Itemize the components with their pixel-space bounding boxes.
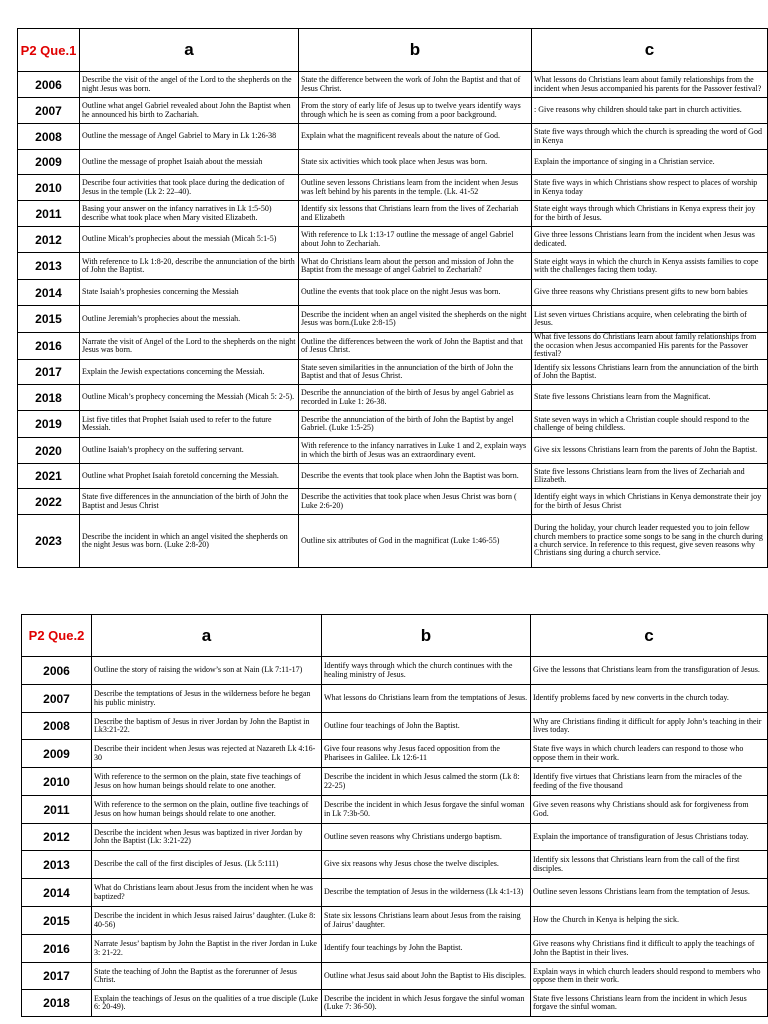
question-cell-a: Outline the message of Angel Gabriel to Mary in Lk 1:26-38 — [80, 124, 299, 150]
question-cell-c: State five ways in which church leaders can respond to those who oppose them in their work. — [531, 740, 768, 768]
year-cell: 2006 — [18, 72, 80, 98]
question-cell-b: Explain what the magnificent reveals about the nature of God. — [299, 124, 532, 150]
question-cell-b: Describe the incident when an angel visited the shepherds on the night Jesus was born.(Luke 2:8-15) — [299, 306, 532, 333]
question-cell-a: Describe the baptism of Jesus in river Jordan by John the Baptist in Lk3:21-22. — [92, 713, 322, 740]
question-cell-b: Identify four teachings by John the Baptist. — [322, 935, 531, 963]
question-2-table — [21, 614, 768, 1017]
question-cell-c: List seven virtues Christians acquire, when celebrating the birth of Jesus. — [532, 306, 768, 333]
question-cell-a: Describe the incident when Jesus was baptized in river Jordan by John the Baptist (Lk: 3:21-22) — [92, 824, 322, 851]
question-cell-a: Describe the incident in which an angel visited the shepherds on the night Jesus was born. (Luke 2:8-20) — [80, 515, 299, 568]
question-cell-b: Outline the events that took place on the night Jesus was born. — [299, 280, 532, 306]
question-cell-a: List five titles that Prophet Isaiah used to refer to the future Messiah. — [80, 411, 299, 438]
question-cell-c: Identify six lessons that Christians learn from the call of the first disciples. — [531, 851, 768, 879]
year-cell: 2007 — [22, 685, 92, 713]
question-cell-c: Identify problems faced by new converts in the church today. — [531, 685, 768, 713]
table-row — [22, 851, 768, 879]
table-row — [18, 201, 768, 227]
question-cell-a: Outline what Prophet Isaiah foretold concerning the Messiah. — [80, 464, 299, 489]
question-cell-a: With reference to the sermon on the plain, state five teachings of Jesus on how human beings should relate to one another. — [92, 768, 322, 796]
question-cell-b: State the difference between the work of John the Baptist and that of Jesus Christ. — [299, 72, 532, 98]
question-cell-c: Give three lessons Christians learn from the incident when Jesus was dedicated. — [532, 227, 768, 253]
question-cell-a: Explain the teachings of Jesus on the qualities of a true disciple (Luke 6: 20-49). — [92, 990, 322, 1017]
table-row — [22, 990, 768, 1017]
table-row — [18, 72, 768, 98]
question-cell-c: During the holiday, your church leader requested you to join fellow church members to practice some songs to be sang in the church during a church service. In reference to this request, give seven reasons why Christians sing during a church service. — [532, 515, 768, 568]
question-cell-b: State seven similarities in the annunciation of the birth of John the Baptist and that of Jesus Christ. — [299, 360, 532, 385]
year-cell: 2011 — [22, 796, 92, 824]
year-cell: 2015 — [22, 907, 92, 935]
table-row — [18, 227, 768, 253]
question-cell-c: Give three reasons why Christians present gifts to new born babies — [532, 280, 768, 306]
question-cell-c: Explain ways in which church leaders should respond to members who oppose them in their work. — [531, 963, 768, 990]
question-cell-a: Narrate the visit of Angel of the Lord to the shepherds on the night Jesus was born. — [80, 333, 299, 360]
question-cell-b: Describe the incident in which Jesus calmed the storm (Lk 8: 22-25) — [322, 768, 531, 796]
question-cell-b: State six activities which took place when Jesus was born. — [299, 150, 532, 175]
table-row — [18, 98, 768, 124]
year-cell: 2009 — [18, 150, 80, 175]
question-cell-b: Outline six attributes of God in the magnificat (Luke 1:46-55) — [299, 515, 532, 568]
year-cell: 2014 — [18, 280, 80, 306]
question-cell-b: Identify six lessons that Christians learn from the lives of Zechariah and Elizabeth — [299, 201, 532, 227]
question-cell-a: Basing your answer on the infancy narratives in Lk 1:5-50) describe what took place when Mary visited Elizabeth. — [80, 201, 299, 227]
question-cell-c: How the Church in Kenya is helping the sick. — [531, 907, 768, 935]
question-cell-a: Describe the call of the first disciples of Jesus. (Lk 5:111) — [92, 851, 322, 879]
question-cell-c: State five ways through which the church is spreading the word of God in Kenya — [532, 124, 768, 150]
column-header-a: a — [92, 615, 322, 657]
table-row — [22, 768, 768, 796]
question-cell-b: Outline seven reasons why Christians undergo baptism. — [322, 824, 531, 851]
question-cell-c: Give reasons why Christians find it difficult to apply the teachings of John the Baptist in their lives. — [531, 935, 768, 963]
year-cell: 2018 — [18, 385, 80, 411]
question-cell-b: Outline four teachings of John the Baptist. — [322, 713, 531, 740]
table-row — [22, 824, 768, 851]
question-cell-c: Give seven reasons why Christians should ask for forgiveness from God. — [531, 796, 768, 824]
question-cell-c: Outline seven lessons Christians learn from the temptation of Jesus. — [531, 879, 768, 907]
question-cell-a: Explain the Jewish expectations concerning the Messiah. — [80, 360, 299, 385]
year-cell: 2019 — [18, 411, 80, 438]
question-cell-a: Describe four activities that took place during the dedication of Jesus in the temple (Lk 2: 22–40). — [80, 175, 299, 201]
question-cell-b: Describe the incident in which Jesus forgave the sinful woman in Lk 7:3b-50. — [322, 796, 531, 824]
table-row — [18, 253, 768, 280]
table-row — [18, 464, 768, 489]
table-row — [18, 333, 768, 360]
question-cell-c: Identify six lessons Christians learn from the annunciation of the birth of John the Baptist. — [532, 360, 768, 385]
question-cell-a: Narrate Jesus’ baptism by John the Baptist in the river Jordan in Luke 3: 21-22. — [92, 935, 322, 963]
column-header-b: b — [299, 29, 532, 72]
question-cell-a: Outline Isaiah’s prophecy on the suffering servant. — [80, 438, 299, 464]
question-cell-c: Explain the importance of transfiguration of Jesus Christians today. — [531, 824, 768, 851]
year-cell: 2010 — [18, 175, 80, 201]
year-cell: 2011 — [18, 201, 80, 227]
question-cell-a: Outline Micah’s prophecy concerning the Messiah (Micah 5: 2-5). — [80, 385, 299, 411]
question-cell-a: Outline Micah’s prophecies about the messiah (Micah 5:1-5) — [80, 227, 299, 253]
table-row — [22, 740, 768, 768]
table-row — [18, 360, 768, 385]
table-row — [18, 306, 768, 333]
question-cell-b: Describe the incident in which Jesus forgave the sinful woman (Luke 7: 36-50). — [322, 990, 531, 1017]
table-row — [22, 685, 768, 713]
table-row — [18, 411, 768, 438]
year-cell: 2021 — [18, 464, 80, 489]
question-cell-c: Identify eight ways in which Christians in Kenya demonstrate their joy for the birth of Jesus Christ — [532, 489, 768, 515]
question-cell-c: State seven ways in which a Christian couple should respond to the challenge of being childless. — [532, 411, 768, 438]
question-cell-b: Describe the events that took place when John the Baptist was born. — [299, 464, 532, 489]
question-cell-a: State the teaching of John the Baptist as the forerunner of Jesus Christ. — [92, 963, 322, 990]
year-cell: 2006 — [22, 657, 92, 685]
table-row — [22, 935, 768, 963]
question-cell-b: Identify ways through which the church continues with the healing ministry of Jesus. — [322, 657, 531, 685]
question-cell-c: State five ways in which Christians show respect to places of worship in Kenya today — [532, 175, 768, 201]
column-header-c: c — [531, 615, 768, 657]
question-cell-a: Outline the message of prophet Isaiah about the messiah — [80, 150, 299, 175]
question-cell-a: With reference to Lk 1:8-20, describe the annunciation of the birth of John the Baptist. — [80, 253, 299, 280]
year-cell: 2016 — [18, 333, 80, 360]
question-cell-c: State five lessons Christians learn from the incident in which Jesus forgave the sinful woman. — [531, 990, 768, 1017]
question-cell-c: What lessons do Christians learn about family relationships from the incident when Jesus accompanied his parents for the Passover festival? — [532, 72, 768, 98]
question-1-rows — [18, 72, 768, 568]
year-cell: 2012 — [22, 824, 92, 851]
table-row — [22, 963, 768, 990]
question-cell-b: What lessons do Christians learn from the temptations of Jesus. — [322, 685, 531, 713]
question-cell-a: State five differences in the annunciation of the birth of John the Baptist and Jesus Christ — [80, 489, 299, 515]
question-cell-c: Identify five virtues that Christians learn from the miracles of the feeding of the five thousand — [531, 768, 768, 796]
year-cell: 2008 — [18, 124, 80, 150]
question-cell-c: Why are Christians finding it difficult for apply John’s teaching in their lives today. — [531, 713, 768, 740]
table-row — [22, 713, 768, 740]
year-cell: 2010 — [22, 768, 92, 796]
question-cell-a: Outline Jeremiah’s prophecies about the messiah. — [80, 306, 299, 333]
year-cell: 2016 — [22, 935, 92, 963]
table-row — [18, 515, 768, 568]
table-row — [18, 124, 768, 150]
table-row — [18, 150, 768, 175]
question-cell-b: State six lessons Christians learn about Jesus from the raising of Jairus’ daughter. — [322, 907, 531, 935]
table-row — [18, 438, 768, 464]
question-cell-c: Give the lessons that Christians learn from the transfiguration of Jesus. — [531, 657, 768, 685]
question-cell-b: Describe the temptation of Jesus in the wilderness (Lk 4:1-13) — [322, 879, 531, 907]
question-cell-b: With reference to Lk 1:13-17 outline the message of angel Gabriel about John to Zechariah. — [299, 227, 532, 253]
year-cell: 2007 — [18, 98, 80, 124]
question-label: P2 Que.1 — [18, 29, 80, 72]
table-row — [18, 489, 768, 515]
year-cell: 2020 — [18, 438, 80, 464]
question-cell-a: Describe their incident when Jesus was rejected at Nazareth Lk 4:16-30 — [92, 740, 322, 768]
question-cell-c: State eight ways in which the church in Kenya assists families to cope with the challenges facing them today. — [532, 253, 768, 280]
question-cell-a: Outline the story of raising the widow’s son at Nain (Lk 7:11-17) — [92, 657, 322, 685]
question-cell-b: What do Christians learn about the person and mission of John the Baptist from the message of angel Gabriel to Zechariah? — [299, 253, 532, 280]
question-cell-a: With reference to the sermon on the plain, outline five teachings of Jesus on how human beings should relate to one another. — [92, 796, 322, 824]
question-label: P2 Que.2 — [22, 615, 92, 657]
year-cell: 2018 — [22, 990, 92, 1017]
question-cell-a: Describe the visit of the angel of the Lord to the shepherds on the night Jesus was born. — [80, 72, 299, 98]
column-header-a: a — [80, 29, 299, 72]
question-cell-b: Describe the annunciation of the birth of John the Baptist by angel Gabriel. (Luke 1:5-25) — [299, 411, 532, 438]
question-1-table — [17, 28, 768, 568]
question-cell-b: Describe the activities that took place when Jesus Christ was born ( Luke 2:6-20) — [299, 489, 532, 515]
question-cell-a: Describe the incident in which Jesus raised Jairus’ daughter. (Luke 8: 40-56) — [92, 907, 322, 935]
column-header-c: c — [532, 29, 768, 72]
question-cell-a: Outline what angel Gabriel revealed about John the Baptist when he announced his birth to Zachariah. — [80, 98, 299, 124]
table-row — [22, 796, 768, 824]
question-cell-a: What do Christians learn about Jesus from the incident when he was baptized? — [92, 879, 322, 907]
year-cell: 2023 — [18, 515, 80, 568]
question-cell-c: Give six lessons Christians learn from the parents of John the Baptist. — [532, 438, 768, 464]
year-cell: 2009 — [22, 740, 92, 768]
question-cell-b: Outline the differences between the work of John the Baptist and that of Jesus Christ. — [299, 333, 532, 360]
column-header-b: b — [322, 615, 531, 657]
question-cell-b: With reference to the infancy narratives in Luke 1 and 2, explain ways in which the birth of Jesus was an extraordinary event. — [299, 438, 532, 464]
year-cell: 2017 — [18, 360, 80, 385]
question-cell-b: Describe the annunciation of the birth of Jesus by angel Gabriel as recorded in Luke 1: 26-38. — [299, 385, 532, 411]
table-row — [22, 657, 768, 685]
question-cell-a: Describe the temptations of Jesus in the wilderness before he began his public ministry. — [92, 685, 322, 713]
question-cell-c: : Give reasons why children should take part in church activities. — [532, 98, 768, 124]
question-cell-c: What five lessons do Christians learn about family relationships from the occasion when Jesus accompanied His parents for the Passover festival? — [532, 333, 768, 360]
question-cell-c: State five lessons Christians learn from the lives of Zechariah and Elizabeth. — [532, 464, 768, 489]
question-cell-b: Give six reasons why Jesus chose the twelve disciples. — [322, 851, 531, 879]
question-cell-b: Outline seven lessons Christians learn from the incident when Jesus was left behind by his parents in the temple. (Lk. 41-52 — [299, 175, 532, 201]
table-row — [22, 879, 768, 907]
table-row — [18, 175, 768, 201]
question-cell-c: State eight ways through which Christians in Kenya express their joy for the birth of Jesus. — [532, 201, 768, 227]
year-cell: 2008 — [22, 713, 92, 740]
question-cell-b: From the story of early life of Jesus up to twelve years identify ways through which he is seen as coming from a poor background. — [299, 98, 532, 124]
year-cell: 2013 — [18, 253, 80, 280]
question-cell-c: State five lessons Christians learn from the Magnificat. — [532, 385, 768, 411]
year-cell: 2022 — [18, 489, 80, 515]
question-cell-b: Give four reasons why Jesus faced opposition from the Pharisees in Galilee. Lk 12:6-11 — [322, 740, 531, 768]
table-row — [22, 907, 768, 935]
table-row — [18, 280, 768, 306]
year-cell: 2013 — [22, 851, 92, 879]
table-row — [18, 385, 768, 411]
year-cell: 2015 — [18, 306, 80, 333]
question-cell-a: State Isaiah’s prophesies concerning the Messiah — [80, 280, 299, 306]
question-cell-b: Outline what Jesus said about John the Baptist to His disciples. — [322, 963, 531, 990]
question-2-rows — [22, 657, 768, 1017]
year-cell: 2017 — [22, 963, 92, 990]
year-cell: 2014 — [22, 879, 92, 907]
year-cell: 2012 — [18, 227, 80, 253]
question-cell-c: Explain the importance of singing in a Christian service. — [532, 150, 768, 175]
